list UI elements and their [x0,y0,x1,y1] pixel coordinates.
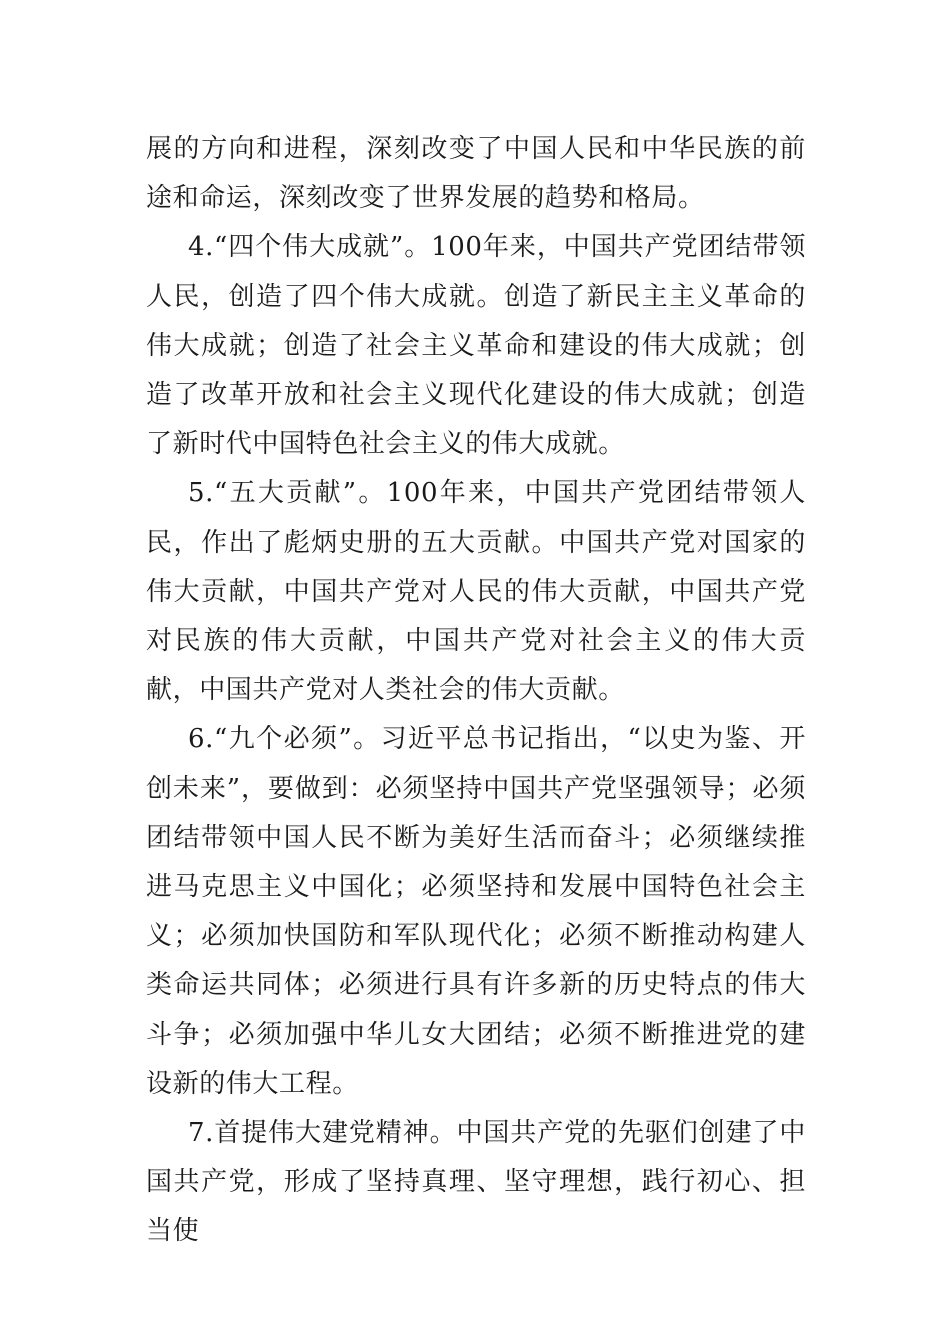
paragraph-five-contributions: 5.“五大贡献”。100年来，中国共产党团结带领人民，作出了彪炳史册的五大贡献。中国共产党对国家的伟大贡献，中国共产党对人民的伟大贡献，中国共产党对民族的伟大贡献，中国共产党对社会主义的伟大贡献，中国共产党对人类社会的伟大贡献。 [146,478,806,706]
paragraph-four-achievements: 4.“四个伟大成就”。100年来，中国共产党团结带领人民，创造了四个伟大成就。创造了新民主主义革命的伟大成就；创造了社会主义革命和建设的伟大成就；创造了改革开放和社会主义现代化建设的伟大成就；创造了新时代中国特色社会主义的伟大成就。 [146,232,806,460]
body-text [146,125,806,1257]
paragraph-continuation: 展的方向和进程，深刻改变了中国人民和中华民族的前途和命运，深刻改变了世界发展的趋势和格局。 [146,134,806,214]
paragraph-party-spirit: 7.首提伟大建党精神。中国共产党的先驱们创建了中国共产党，形成了坚持真理、坚守理想，践行初心、担当使 [146,1118,806,1247]
paragraph-nine-musts: 6.“九个必须”。习近平总书记指出，“以史为鉴、开创未来”，要做到：必须坚持中国共产党坚强领导；必须团结带领中国人民不断为美好生活而奋斗；必须继续推进马克思主义中国化；必须坚持和发展中国特色社会主义；必须加快国防和军队现代化；必须不断推动构建人类命运共同体；必须进行具有许多新的历史特点的伟大斗争；必须加强中华儿女大团结；必须不断推进党的建设新的伟大工程。 [146,724,806,1099]
